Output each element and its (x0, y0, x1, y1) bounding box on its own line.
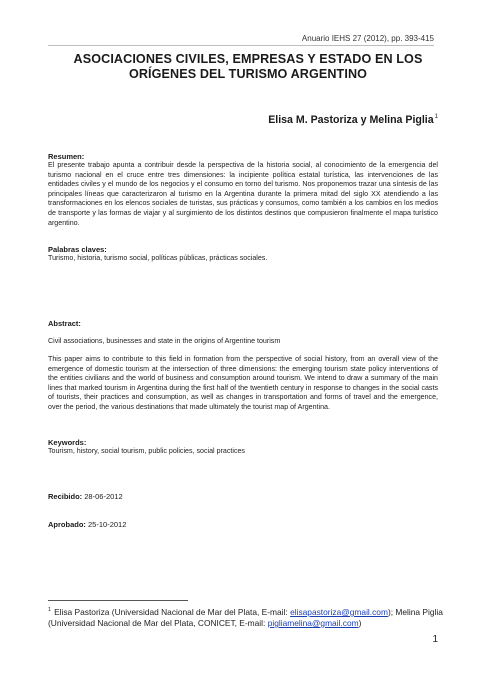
abstract-body: This paper aims to contribute to this field in formation from the perspective of social history, from an overall view of the emergence of domestic tourism at the intersection of three dimensions: the emerging tourism state policy interventions of the entities civilians and the world of business and consumption around tourism. We intend to draw a summary of the main lines that marked tourism in Argentina during the first half of the twentieth century in response to changes in the social casts of tourists, their practices and consumption, as well as changes in transportation and forms of travel and the emergence, over the period, the various destinations that made ultimately the tourist map of Argentina. (48, 355, 438, 411)
footnote-rule (48, 600, 188, 601)
recibido-date: 28-06-2012 (84, 492, 123, 501)
email-link-piglia[interactable]: pigliamelina@gmail.com (267, 618, 359, 628)
recibido-label: Recibido: (48, 492, 83, 501)
abstract-subtitle: Civil associations, businesses and state in the origins of Argentine tourism (48, 337, 281, 345)
running-head: Anuario IEHS 27 (2012), pp. 393-415 (301, 34, 434, 43)
keywords-body: Tourism, history, social tourism, public policies, social practices (48, 447, 245, 455)
title-line-2: ORÍGENES DEL TURISMO ARGENTINO (128, 67, 368, 81)
footnote-mark: 1 (48, 607, 52, 613)
footnote-text-b: ); Melina Piglia (Universidad Nacional de Mar del Plata, CONICET, E-mail: (48, 607, 443, 628)
authors: Elisa M. Pastoriza y Melina Piglia (268, 114, 434, 126)
palabras-heading: Palabras claves: (48, 245, 107, 254)
footnote (48, 605, 444, 629)
email-link-pastoriza[interactable]: elisapastoriza@gmail.com (290, 607, 388, 617)
page-number: 1 (432, 634, 438, 645)
footnote-text-a: Elisa Pastoriza (Universidad Nacional de Mar del Plata, E-mail: (54, 607, 291, 617)
footnote-text-c: ) (358, 618, 362, 628)
resumen-heading: Resumen: (48, 152, 85, 161)
resumen-body: El presente trabajo apunta a contribuir desde la perspectiva de la historia social, al conocimiento de la emergencia del turismo nacional en el cruce entre tres dimensiones: la incipiente política estatal turística, las intervenciones de las entidades civiles y el mundo de los negocios y el consumo en torno del turismo. Nos proponemos trazar una síntesis de las principales líneas que caracterizaron al turismo en la Argentina durante la primera mitad del siglo XX atendiendo a las transformaciones en los elencos sociales de turistas, sus prácticas y consumos, como también a los cambios en los medios de transporte y las formas de viajar y al surgimiento de los distintos destinos que compusieron finalmente el mapa turístico argentino. (48, 161, 438, 227)
header-rule (48, 45, 434, 46)
author-footnote-mark[interactable]: 1 (434, 114, 438, 120)
author-line (268, 114, 438, 126)
title-line-1: ASOCIACIONES CIVILES, EMPRESAS Y ESTADO EN LOS (73, 52, 423, 66)
paper-title (40, 52, 456, 82)
aprobado-label: Aprobado: (48, 520, 86, 529)
aprobado-line (48, 520, 126, 529)
aprobado-date: 25-10-2012 (88, 520, 127, 529)
abstract-heading: Abstract: (48, 319, 81, 328)
palabras-body: Turismo, historia, turismo social, políticas públicas, prácticas sociales. (48, 254, 268, 262)
keywords-heading: Keywords: (48, 438, 87, 447)
recibido-line (48, 492, 123, 501)
